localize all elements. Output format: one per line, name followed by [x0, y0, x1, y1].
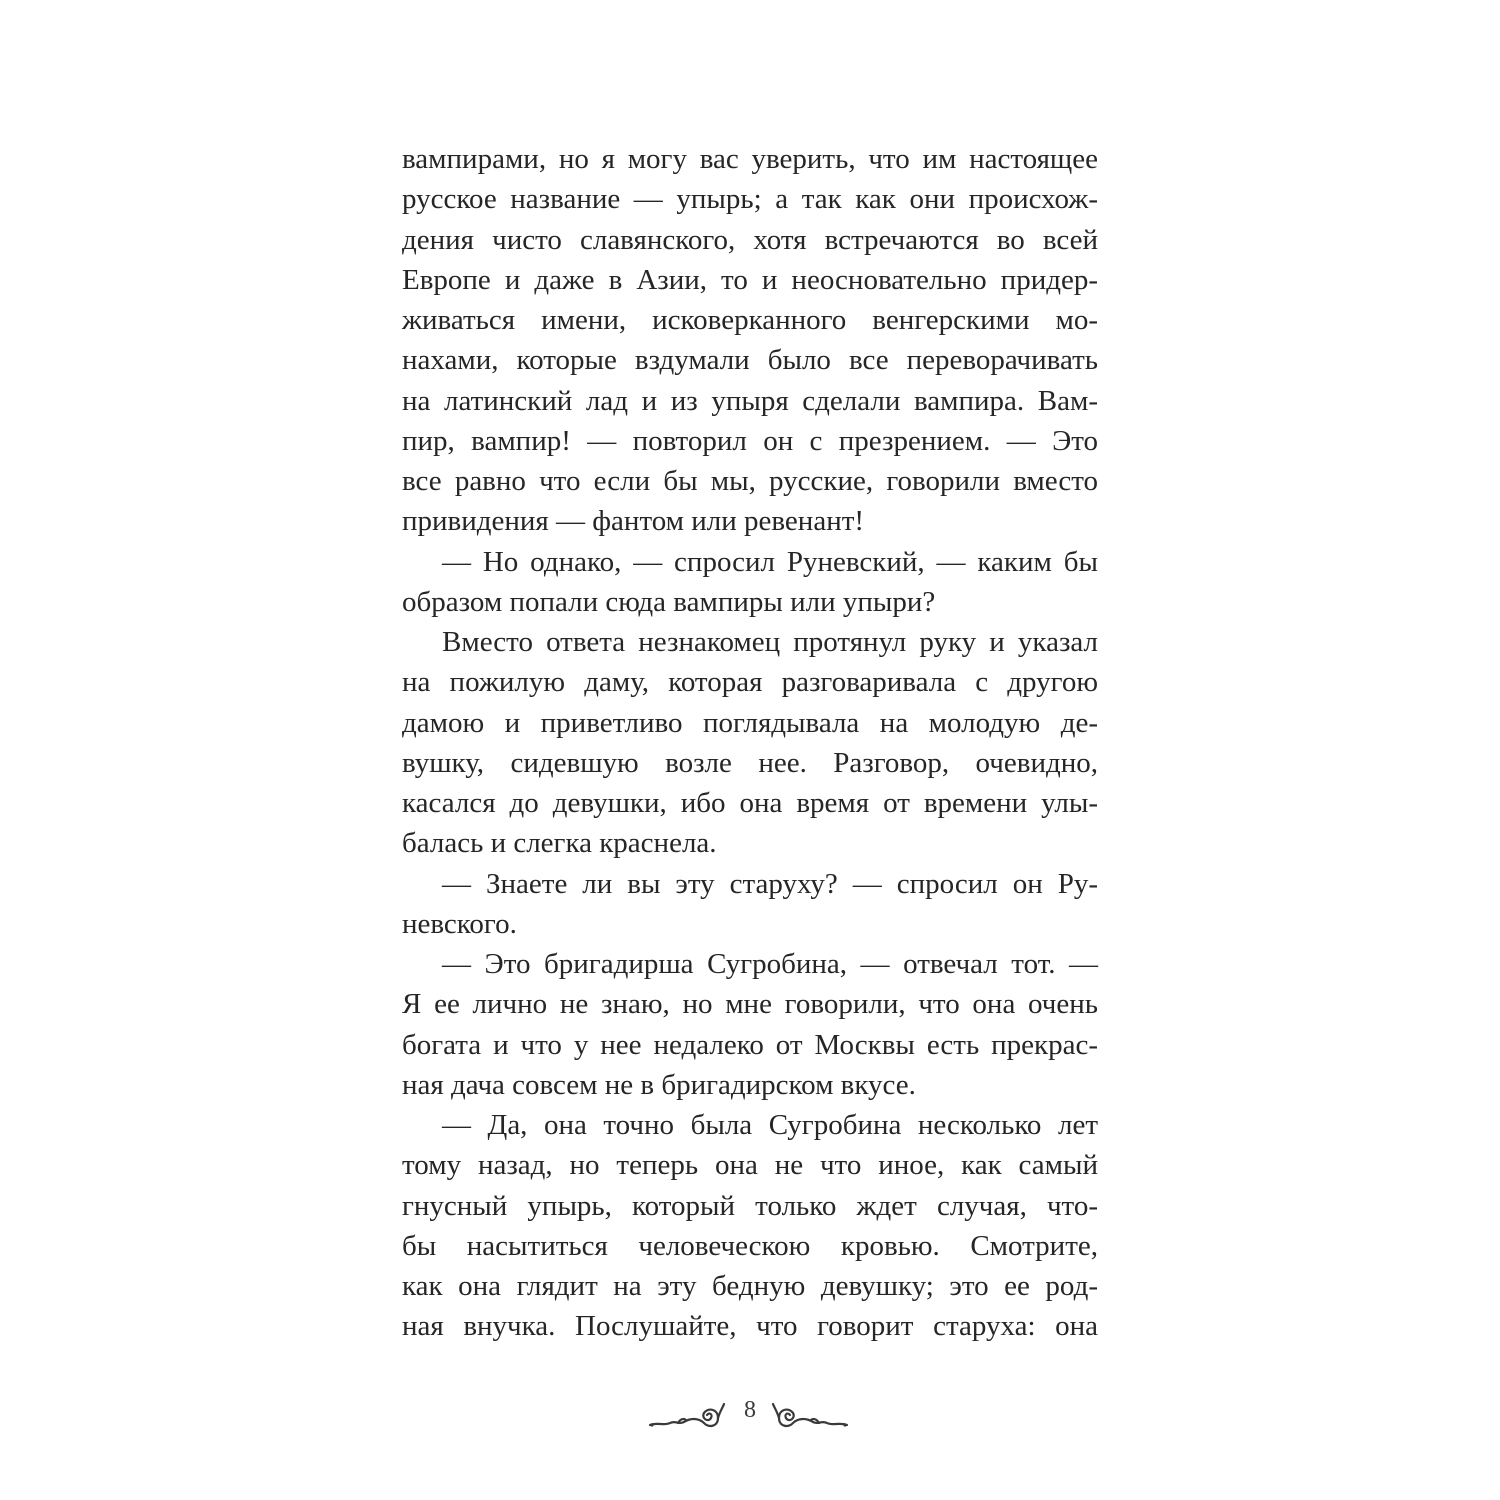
text-line: — Это бригадирша Сугробина, — отвечал тот. — [442, 948, 1098, 980]
scroll-flourish-right-icon [771, 1401, 849, 1435]
text-line: дения чисто славянского, хотя встречаются во всей [402, 223, 1098, 256]
text-line: — Но однако, — спросил Руневский, — каким бы [442, 545, 1098, 578]
text-line: Я ее лично не знаю, но мне говорили, что она очень [402, 988, 1098, 1021]
text-line: дамою и приветливо поглядывала на молодую де- [402, 706, 1098, 739]
text-line: как она глядит на эту бедную девушку; это ее род- [402, 1270, 1098, 1302]
text-line: бы насытиться человеческою кровью. Смотрите, [402, 1229, 1098, 1262]
text-line: — Знаете ли вы эту старуху? — спросил он Ру- [442, 867, 1098, 900]
text-line: на пожилую даму, которая разговаривала с другою [402, 666, 1098, 699]
text-line: ная внучка. Послушайте, что говорит старуха: она [402, 1310, 1098, 1343]
text-line: образом попали сюда вампиры или упыри? [402, 585, 936, 618]
text-line: Вместо ответа незнакомец протянул руку и указал [442, 626, 1098, 658]
page-footer [0, 1395, 1500, 1445]
text-line: гнусный упырь, который только ждет случая, что- [402, 1189, 1098, 1222]
text-line: нахами, которые вздумали было все переворачивать [402, 344, 1098, 377]
body-text [402, 139, 1098, 1347]
text-line: вампирами, но я могу вас уверить, что им настоящее [402, 143, 1098, 175]
text-line: невского. [402, 907, 517, 940]
text-line: богата и что у нее недалеко от Москвы есть прекрас- [402, 1028, 1098, 1061]
text-line: привидения — фантом или ревенант! [402, 505, 865, 538]
page-number: 8 [744, 1397, 756, 1423]
text-line: — Да, она точно была Сугробина несколько лет [442, 1109, 1098, 1141]
text-line: ная дача совсем не в бригадирском вкусе. [402, 1068, 916, 1101]
text-line: касался до девушки, ибо она время от времени улы- [402, 787, 1098, 819]
scroll-flourish-left-icon [648, 1401, 726, 1435]
text-line: пир, вампир! — повторил он с презрением. — Это [402, 424, 1098, 457]
text-line: балась и слегка краснела. [402, 827, 717, 860]
text-line: русское название — упырь; а так как они происхож- [402, 183, 1098, 216]
text-line: тому назад, но теперь она не что иное, как самый [402, 1149, 1098, 1182]
text-line: на латинский лад и из упыря сделали вампира. Вам- [402, 384, 1098, 417]
text-line: все равно что если бы мы, русские, говорили вместо [402, 465, 1098, 497]
text-line: вушку, сидевшую возле нее. Разговор, очевидно, [402, 746, 1098, 779]
text-line: живаться имени, исковерканного венгерскими мо- [402, 304, 1098, 336]
text-line: Европе и даже в Азии, то и неосновательно придер- [402, 263, 1098, 296]
